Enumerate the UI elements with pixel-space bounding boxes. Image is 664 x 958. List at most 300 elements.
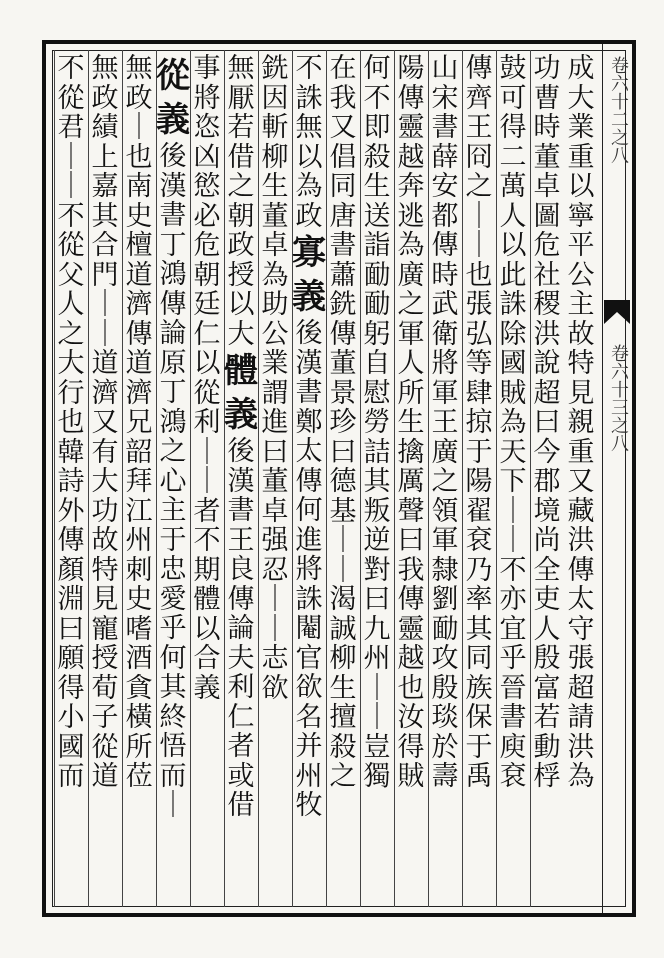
margin-label-top: 卷六十二之八 <box>608 56 629 164</box>
character: 橫 <box>125 702 153 733</box>
character: 曰 <box>397 525 425 556</box>
character: 藏 <box>567 495 595 527</box>
character: 宜 <box>499 613 527 645</box>
character: 并 <box>295 731 323 762</box>
character: 不 <box>363 82 391 114</box>
character: 何 <box>295 495 323 526</box>
character: 袞 <box>465 525 493 556</box>
character: 若 <box>227 112 255 143</box>
character: 境 <box>533 495 561 527</box>
character: 愛 <box>159 583 187 615</box>
character: 閹 <box>295 613 323 644</box>
repeat-mark: ｜ <box>465 230 493 261</box>
character: 于 <box>159 524 187 556</box>
character: 之 <box>329 761 357 792</box>
character: 漢 <box>227 465 255 497</box>
character: 從 <box>57 230 85 261</box>
character: 慰 <box>363 377 391 409</box>
character: 為 <box>567 761 595 792</box>
character: 也 <box>57 407 85 438</box>
character: 曰 <box>363 584 391 615</box>
character: 天 <box>499 436 527 468</box>
character: 良 <box>227 554 255 585</box>
character: 亦 <box>499 584 527 615</box>
character: 州 <box>363 643 391 674</box>
character: 又 <box>567 466 595 497</box>
character: 功 <box>91 495 119 527</box>
character: 門 <box>91 259 119 291</box>
character: 軍 <box>397 318 425 350</box>
character: 薛 <box>431 141 459 173</box>
character: 陽 <box>397 53 425 84</box>
character: 九 <box>363 613 391 645</box>
character: 所 <box>125 731 153 763</box>
character: 洪 <box>567 731 595 763</box>
character: 借 <box>227 141 255 173</box>
character: 庾 <box>499 731 527 763</box>
character: 軍 <box>431 525 459 556</box>
character: 卓 <box>261 230 289 261</box>
character: 將 <box>431 348 459 379</box>
character: 心 <box>159 465 187 497</box>
character: 嘉 <box>91 171 119 202</box>
character: 書 <box>329 230 357 261</box>
character: 從 <box>193 377 221 409</box>
character: 圖 <box>533 200 561 232</box>
character: 之 <box>397 289 425 320</box>
character: 利 <box>227 672 255 703</box>
character: 成 <box>567 53 595 84</box>
character: 動 <box>533 731 561 763</box>
character: 義 <box>156 100 190 140</box>
character: 尚 <box>533 525 561 556</box>
character: 合 <box>193 643 221 674</box>
character: 濟 <box>125 289 153 320</box>
character: 我 <box>397 554 425 586</box>
character: 牧 <box>295 790 323 821</box>
text-column <box>494 54 532 904</box>
character: 之 <box>57 318 85 350</box>
character: 國 <box>499 348 527 379</box>
text-column <box>392 54 430 904</box>
repeat-mark: ｜ <box>91 318 119 350</box>
repeat-mark: ｜ <box>363 702 391 733</box>
character: 以 <box>193 613 221 645</box>
character: 廣 <box>431 436 459 468</box>
character: 不 <box>295 53 323 84</box>
character: 濟 <box>125 377 153 409</box>
character: 傳 <box>397 82 425 114</box>
character: 無 <box>91 53 119 84</box>
character: 强 <box>261 525 289 556</box>
character: 後 <box>159 141 187 172</box>
character: 其 <box>465 613 493 645</box>
character: 隸 <box>431 554 459 586</box>
character: 忍 <box>261 554 289 586</box>
character: 齊 <box>465 82 493 114</box>
repeat-mark: ｜ <box>363 672 391 704</box>
character: 進 <box>261 407 289 438</box>
margin-label-mid: 卷六十三之八 <box>608 344 629 452</box>
character: 仁 <box>227 701 255 733</box>
character: 時 <box>533 112 561 143</box>
text-column <box>256 54 294 904</box>
character: 南 <box>125 171 153 202</box>
character: 績 <box>91 112 119 143</box>
character: 即 <box>363 112 391 143</box>
character: 保 <box>465 702 493 733</box>
character: 琰 <box>431 702 459 733</box>
character: 陽 <box>465 466 493 497</box>
character: 業 <box>567 112 595 143</box>
character: 道 <box>91 761 119 792</box>
character: 不 <box>499 554 527 586</box>
character: 乃 <box>465 554 493 586</box>
character: 曹 <box>533 82 561 114</box>
character: 得 <box>499 112 527 143</box>
character: 曰 <box>533 407 561 438</box>
character: 書 <box>159 200 187 231</box>
character: 寡 <box>292 233 326 273</box>
character: 卓 <box>533 171 561 202</box>
character: 稷 <box>533 289 561 320</box>
character: 荀 <box>91 672 119 704</box>
repeat-mark: ｜ <box>193 436 221 468</box>
character: 郡 <box>533 466 561 497</box>
character: 厲 <box>397 466 425 497</box>
character: 恣 <box>193 112 221 143</box>
character: 珍 <box>329 407 357 438</box>
character: 勔 <box>431 613 459 645</box>
margin-strip <box>602 44 633 913</box>
character: 汝 <box>397 702 425 733</box>
character: 全 <box>533 554 561 586</box>
character: 殺 <box>363 141 391 173</box>
character: 詩 <box>57 466 85 497</box>
character: 柳 <box>329 643 357 674</box>
character: 體 <box>193 584 221 615</box>
character: 江 <box>125 495 153 527</box>
character: 進 <box>295 524 323 556</box>
character: 州 <box>125 525 153 556</box>
character: 詣 <box>363 230 391 261</box>
character: 將 <box>193 82 221 114</box>
character: 書 <box>227 495 255 526</box>
character: 者 <box>193 495 221 527</box>
character: 誅 <box>295 82 323 114</box>
character: 仁 <box>193 318 221 350</box>
character: 得 <box>397 731 425 763</box>
character: 不 <box>193 525 221 556</box>
character: 鄭 <box>295 406 323 438</box>
character: 之 <box>431 466 459 497</box>
character: 從 <box>156 56 190 96</box>
character: 傳 <box>431 230 459 261</box>
character: 王 <box>431 407 459 438</box>
character: 以 <box>295 141 323 173</box>
character: 朝 <box>193 259 221 291</box>
text-column <box>426 54 464 904</box>
character: 其 <box>159 672 187 703</box>
character: 因 <box>261 82 289 114</box>
character: 桴 <box>533 761 561 792</box>
character: 何 <box>159 642 187 674</box>
character: 在 <box>329 53 357 84</box>
character: 人 <box>397 348 425 379</box>
character: 送 <box>363 200 391 232</box>
character: 乎 <box>159 613 187 644</box>
character: 自 <box>363 348 391 379</box>
character: 濟 <box>91 377 119 409</box>
character: 躬 <box>363 318 391 350</box>
repeat-mark: ｜ <box>329 525 357 556</box>
character: 顏 <box>57 554 85 586</box>
repeat-mark: ｜ <box>261 584 289 615</box>
character: 於 <box>431 731 459 763</box>
character: 王 <box>465 112 493 143</box>
character: 得 <box>57 672 85 704</box>
text-column <box>52 54 90 904</box>
character: 可 <box>499 82 527 114</box>
character: 謂 <box>261 377 289 409</box>
character: 禹 <box>465 761 493 792</box>
text-column <box>562 54 600 904</box>
character: 義 <box>193 672 221 704</box>
character: 除 <box>499 318 527 350</box>
character: 欲 <box>295 672 323 703</box>
character: 嗜 <box>125 613 153 645</box>
character: 宋 <box>431 82 459 114</box>
character: 政 <box>295 200 323 232</box>
character: 奔 <box>397 171 425 202</box>
character: 漢 <box>159 170 187 202</box>
character: 厭 <box>227 82 255 114</box>
character: 也 <box>465 259 493 291</box>
character: 見 <box>91 584 119 615</box>
character: 傳 <box>329 318 357 350</box>
character: 大 <box>91 466 119 497</box>
character: 賊 <box>499 377 527 409</box>
repeat-mark: ｜ <box>91 289 119 320</box>
character: 志 <box>261 643 289 674</box>
character: 于 <box>465 436 493 468</box>
character: 特 <box>567 348 595 379</box>
character: 其 <box>363 466 391 497</box>
character: 豈 <box>363 731 391 763</box>
character: 太 <box>567 584 595 615</box>
character: 期 <box>193 554 221 586</box>
character: 同 <box>465 643 493 674</box>
character: 請 <box>567 702 595 733</box>
character: 說 <box>533 348 561 379</box>
character: 大 <box>227 318 255 350</box>
character: 冏 <box>465 141 493 173</box>
character: 渴 <box>329 584 357 615</box>
character: 人 <box>499 200 527 232</box>
character: 父 <box>57 259 85 291</box>
character: 道 <box>125 348 153 379</box>
character: 銑 <box>261 53 289 84</box>
character: 合 <box>91 230 119 261</box>
character: 而 <box>57 761 85 792</box>
character: 州 <box>295 760 323 792</box>
character: 洪 <box>533 318 561 350</box>
character: 賊 <box>397 761 425 792</box>
character: 董 <box>261 466 289 497</box>
character: 鴻 <box>159 406 187 438</box>
character: 董 <box>533 141 561 173</box>
character: 殺 <box>329 731 357 763</box>
character: 公 <box>567 259 595 291</box>
character: 體 <box>224 351 258 391</box>
character: 張 <box>567 643 595 674</box>
text-column <box>324 54 362 904</box>
character: 必 <box>193 200 221 232</box>
character: 之 <box>465 171 493 202</box>
character: 武 <box>431 289 459 320</box>
character: 上 <box>91 141 119 173</box>
character: 傳 <box>159 288 187 320</box>
character: 之 <box>227 171 255 202</box>
character: 主 <box>567 289 595 320</box>
character: 董 <box>329 348 357 379</box>
repeat-mark: ｜ <box>261 613 289 645</box>
character: 道 <box>91 348 119 379</box>
character: 原 <box>159 347 187 379</box>
character: 也 <box>125 141 153 173</box>
text-column <box>86 54 124 904</box>
character: 書 <box>431 112 459 143</box>
character: 名 <box>295 701 323 733</box>
character: 都 <box>431 200 459 232</box>
text-column <box>188 54 226 904</box>
character: 生 <box>397 407 425 438</box>
repeat-mark: ｜ <box>465 200 493 232</box>
character: 廣 <box>397 259 425 291</box>
character: 刺 <box>125 554 153 586</box>
character: 政 <box>91 82 119 114</box>
character: 傳 <box>397 584 425 615</box>
character: 夫 <box>227 642 255 674</box>
character: 翟 <box>465 495 493 527</box>
character: 危 <box>533 230 561 261</box>
character: 悟 <box>159 731 187 762</box>
character: 所 <box>397 377 425 409</box>
character: 聲 <box>397 495 425 527</box>
character: 後 <box>295 318 323 349</box>
character: 生 <box>329 672 357 704</box>
character: 軍 <box>431 377 459 409</box>
character: 為 <box>499 407 527 438</box>
repeat-mark: ｜ <box>159 790 187 821</box>
character: 超 <box>567 672 595 704</box>
character: 重 <box>567 436 595 468</box>
character: 從 <box>91 731 119 763</box>
character: 社 <box>533 259 561 291</box>
character: 政 <box>125 82 153 114</box>
character: 韓 <box>57 436 85 468</box>
character: 叛 <box>363 495 391 527</box>
character: 公 <box>261 318 289 350</box>
character: 超 <box>533 377 561 409</box>
character: 富 <box>533 672 561 704</box>
character: 山 <box>431 53 459 84</box>
character: 傳 <box>125 318 153 350</box>
character: 王 <box>227 524 255 556</box>
character: 以 <box>567 171 595 202</box>
character: 我 <box>329 82 357 114</box>
character: 拜 <box>125 466 153 497</box>
character: 劉 <box>431 584 459 615</box>
character: 基 <box>329 495 357 527</box>
character: 平 <box>567 230 595 261</box>
character: 義 <box>224 395 258 435</box>
character: 寵 <box>91 613 119 645</box>
character: 殷 <box>533 643 561 674</box>
character: 張 <box>465 289 493 320</box>
character: 率 <box>465 584 493 615</box>
character: 事 <box>193 53 221 84</box>
character: 擒 <box>397 436 425 468</box>
character: 君 <box>57 112 85 143</box>
character: 壽 <box>431 761 459 792</box>
character: 故 <box>567 318 595 350</box>
character: 道 <box>125 259 153 291</box>
character: 越 <box>397 643 425 674</box>
character: 萬 <box>499 171 527 202</box>
character: 朝 <box>227 200 255 232</box>
character: 不 <box>57 200 85 232</box>
character: 見 <box>567 377 595 409</box>
character: 人 <box>57 289 85 320</box>
character: 特 <box>91 554 119 586</box>
character: 無 <box>125 53 153 84</box>
repeat-mark: ｜ <box>125 112 153 143</box>
character: 同 <box>329 171 357 202</box>
character: 衛 <box>431 318 459 350</box>
character: 之 <box>159 436 187 467</box>
character: 守 <box>567 613 595 645</box>
character: 安 <box>431 171 459 202</box>
character: 對 <box>363 554 391 586</box>
repeat-mark: ｜ <box>329 554 357 586</box>
character: 靈 <box>397 112 425 143</box>
character: 弘 <box>465 318 493 350</box>
character: 主 <box>159 495 187 526</box>
character: 將 <box>295 554 323 585</box>
character: 傳 <box>465 53 493 84</box>
character: 誅 <box>295 583 323 615</box>
character: 勔 <box>363 289 391 320</box>
character: 丁 <box>159 229 187 261</box>
text-column <box>290 54 328 904</box>
character: 殷 <box>431 672 459 704</box>
character: 凶 <box>193 141 221 173</box>
character: 族 <box>465 672 493 704</box>
character: 逆 <box>363 525 391 556</box>
character: 吏 <box>533 584 561 615</box>
character: 景 <box>329 377 357 409</box>
character: 傳 <box>567 554 595 586</box>
character: 丁 <box>159 377 187 408</box>
character: 論 <box>227 613 255 644</box>
character: 史 <box>125 200 153 232</box>
character: 為 <box>397 230 425 261</box>
character: 或 <box>227 760 255 792</box>
character: 授 <box>227 259 255 291</box>
character: 越 <box>397 141 425 173</box>
character: 傳 <box>295 465 323 497</box>
